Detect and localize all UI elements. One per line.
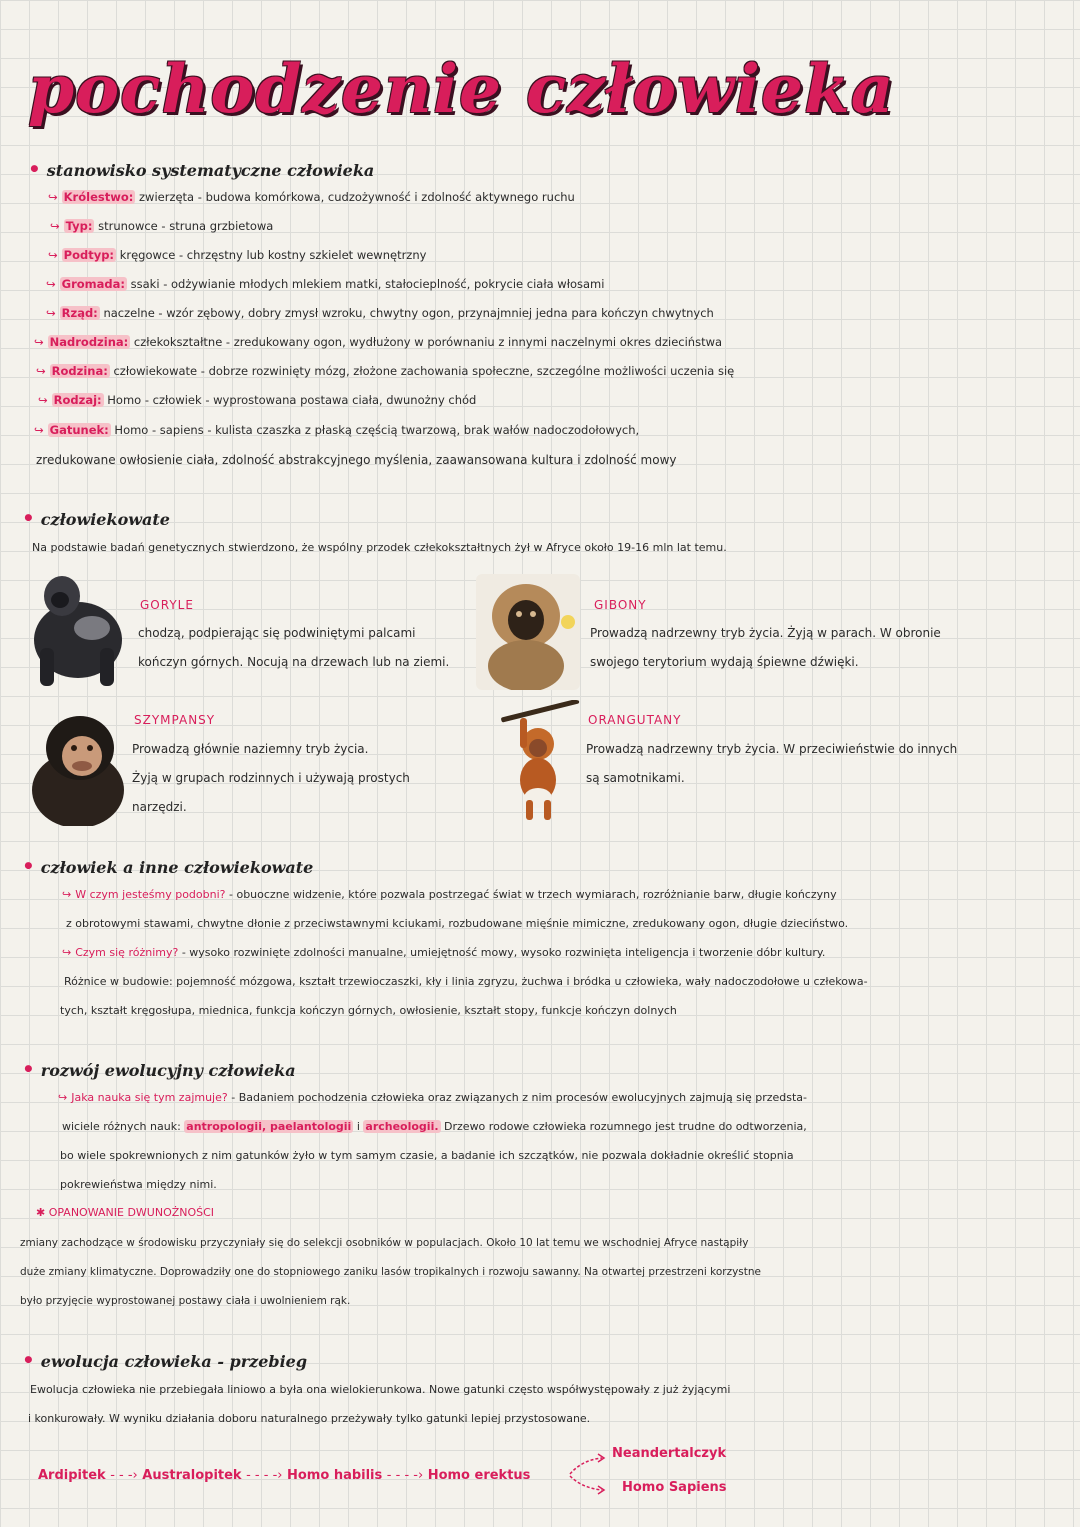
gorilla-image [26, 568, 130, 688]
flow-ardipitek: Ardipitek [38, 1468, 106, 1483]
arrow-icon: ↪ [38, 393, 48, 407]
sciences-cont-2: pokrewieństwa między nimi. [60, 1178, 217, 1191]
rank-label: Królestwo: [63, 190, 134, 204]
section-heading-hominids: • człowiekowate [22, 506, 170, 530]
evolution-p2: i konkurowały. W wyniku działania doboru naturalnego przeżywały tylko gatunki lepiej przystosowane. [28, 1412, 591, 1425]
rank-description: człekokształtne - zredukowany ogon, wydłużony w porównaniu z innymi naczelnymi okres dzieciństwa [133, 335, 723, 349]
arrow-icon: ↪ [34, 335, 44, 349]
systematics-row [38, 393, 476, 407]
rank-label: Nadrodzina: [49, 335, 129, 349]
systematics-row [46, 277, 604, 291]
branch-arrows [568, 1452, 618, 1496]
ape-name-chimpanzees: SZYMPANSY [134, 713, 216, 727]
rank-description: strunowce - struna grzbietowa [98, 219, 274, 233]
rank-description: ssaki - odżywianie młodych mlekiem matki, stałocieplność, pokrycie ciała włosami [130, 277, 605, 291]
rank-description: Homo - sapiens - kulista czaszka z płaską częścią twarzową, brak wałów nadoczodołowych, [114, 423, 640, 437]
sciences-line: wiciele różnych nauk: antropologii, paelantologii i archeologii. Drzewo rodowe człowieka rozumnego jest trudne do odtworzenia, [62, 1120, 807, 1133]
systematics-row [46, 306, 714, 320]
ape-name-gorillas: GORYLE [140, 598, 194, 612]
bipedalism-p2: duże zmiany klimatyczne. Doprowadziły one do stopniowego zaniku lasów tropikalnych i rozwoju sawanny. Na otwartej przestrzeni korzystne [20, 1266, 762, 1278]
systematics-row [34, 335, 722, 349]
flow-homo-sapiens: Homo Sapiens [622, 1480, 727, 1495]
rank-description: człowiekowate - dobrze rozwinięty mózg, złożone zachowania społeczne, szczególne możliwości uczenia się [113, 364, 735, 378]
section-heading-systematics: • stanowisko systematyczne człowieka [28, 157, 375, 181]
chimpanzee-image [28, 710, 128, 826]
rank-label: Gatunek: [49, 423, 109, 437]
rank-label: Rząd: [61, 306, 98, 320]
science-question: Jaka nauka się tym zajmuje? [71, 1091, 228, 1104]
similarities-cont: z obrotowymi stawami, chwytne dłonie z przeciwstawnymi kciukami, rozbudowane mięśnie mimiczne, zredukowany ogon, długie dzieciństwo. [66, 917, 849, 930]
bipedalism-subheading: ✱ OPANOWANIE DWUNOŻNOŚCI [36, 1206, 215, 1219]
flow-neandertalczyk: Neandertalczyk [612, 1446, 727, 1461]
systematics-row [48, 190, 575, 204]
bipedalism-p3: było przyjęcie wyprostowanej postawy ciała i uwolnieniem rąk. [20, 1295, 351, 1307]
arrow-icon: ↪ [48, 248, 58, 262]
ape-name-orangutans: ORANGUTANY [588, 713, 682, 727]
arrow-icon: ↪ [50, 219, 60, 233]
systematics-row [50, 219, 273, 233]
evolution-flow: Ardipitek - - -› Australopitek - - - -› Homo habilis - - - -› Homo erektus [38, 1468, 531, 1483]
rank-label: Rodzina: [51, 364, 108, 378]
systematics-row [48, 248, 426, 262]
evolution-p1: Ewolucja człowieka nie przebiegała liniowo a była ona wielokierunkowa. Nowe gatunki często współwystępowały z już żyjącymi [30, 1383, 731, 1396]
bipedalism-p1: zmiany zachodzące w środowisku przyczyniały się do selekcji osobników w populacjach. Około 10 lat temu we wschodniej Afryce nastąpiły [20, 1237, 749, 1249]
ape-desc-gorillas: chodzą, podpierając się podwiniętymi palcami kończyn górnych. Nocują na drzewach lub na ziemi. [138, 626, 450, 669]
arrow-icon: ↪ [46, 277, 56, 291]
section-heading-evolution-course: • ewolucja człowieka - przebieg [22, 1348, 308, 1372]
rank-description: kręgowce - chrzęstny lub kostny szkielet wewnętrzny [119, 248, 427, 262]
differences-line: ↪ Czym się różnimy? - wysoko rozwinięte zdolności manualne, umiejętność mowy, wysoko rozwinięta inteligencja i tworzenie dóbr kultury. [62, 946, 826, 959]
gibbon-image [476, 574, 580, 690]
arrow-icon: ↪ [48, 190, 58, 204]
sciences-highlight: antropologii, paelantologii [186, 1120, 352, 1133]
similarities-question: W czym jesteśmy podobni? [75, 888, 226, 901]
flow-australopitek: Australopitek [142, 1468, 242, 1483]
differences-cont-1: Różnice w budowie: pojemność mózgowa, kształt trzewioczaszki, kły i linia zgryzu, żuchwa i bródka u człowieka, wały nadoczodołowe u człekowa- [64, 975, 868, 988]
rank-label: Rodzaj: [53, 393, 102, 407]
flow-homo-habilis: Homo habilis [287, 1468, 383, 1483]
systematics-continuation: zredukowane owłosienie ciała, zdolność abstrakcyjnego myślenia, zaawansowana kultura i zdolność mowy [36, 453, 677, 467]
rank-label: Gromada: [61, 277, 125, 291]
ape-desc-chimpanzees: Prowadzą głównie naziemny tryb życia. Żyją w grupach rodzinnych i używają prostych narzędzi. [132, 742, 410, 814]
page-title: pochodzenie człowieka [28, 50, 895, 128]
similarities-line: ↪ W czym jesteśmy podobni? - obuoczne widzenie, które pozwala postrzegać świat w trzech wymiarach, rozróżnianie barw, długie kończyny [62, 888, 837, 901]
ape-desc-gibbons: Prowadzą nadrzewny tryb życia. Żyją w parach. W obronie swojego terytorium wydają śpiewne dźwięki. [590, 626, 941, 669]
section-heading-evolution-development: • rozwój ewolucyjny człowieka [22, 1057, 296, 1081]
sciences-cont-1: bo wiele spokrewnionych z nim gatunków żyło w tym samym czasie, a badanie ich szczątków, nie pozwala dokładnie określić stopnia [60, 1149, 794, 1162]
ape-name-gibbons: GIBONY [594, 598, 647, 612]
arrow-icon: ↪ [36, 364, 46, 378]
rank-label: Podtyp: [63, 248, 115, 262]
differences-question: Czym się różnimy? [75, 946, 179, 959]
systematics-row [36, 364, 734, 378]
rank-label: Typ: [65, 219, 93, 233]
rank-description: Homo - człowiek - wyprostowana postawa ciała, dwunożny chód [107, 393, 477, 407]
arrow-icon: ↪ [46, 306, 56, 320]
flow-homo-erektus: Homo erektus [427, 1468, 531, 1483]
differences-cont-2: tych, kształt kręgosłupa, miednica, funkcja kończyn górnych, owłosienie, kształt stopy, funkcje kończyn dolnych [60, 1004, 677, 1017]
section-heading-comparison: • człowiek a inne człowiekowate [22, 854, 314, 878]
hominids-intro: Na podstawie badań genetycznych stwierdzono, że wspólny przodek człekokształtnych żył w Afryce około 19-16 mln lat temu. [32, 541, 727, 554]
rank-description: zwierzęta - budowa komórkowa, cudzożywność i zdolność aktywnego ruchu [139, 190, 575, 204]
archaeology-highlight: archeologii. [365, 1120, 439, 1133]
systematics-row [34, 423, 639, 437]
arrow-icon: ↪ [34, 423, 44, 437]
rank-description: naczelne - wzór zębowy, dobry zmysł wzroku, chwytny ogon, przynajmniej jedna para kończyn chwytnych [103, 306, 714, 320]
orangutan-image [496, 700, 582, 826]
science-question-line: ↪ Jaka nauka się tym zajmuje? - Badaniem pochodzenia człowieka oraz związanych z nim procesów ewolucyjnych zajmują się przedsta- [58, 1091, 808, 1104]
ape-desc-orangutans: Prowadzą nadrzewny tryb życia. W przeciwieństwie do innych są samotnikami. [586, 742, 958, 785]
